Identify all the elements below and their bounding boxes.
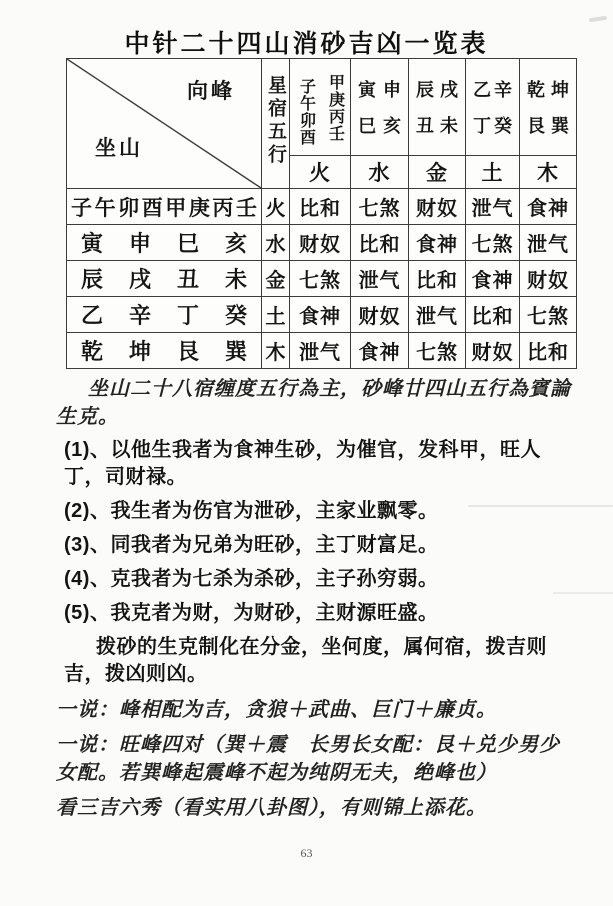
- sitting-mountain-group: 辰戌丑未: [67, 261, 262, 297]
- page-title: 中针二十四山消砂吉凶一览表: [124, 30, 489, 58]
- row-element: 土: [262, 297, 290, 333]
- note-yishuo-1: 一说：峰相配为吉，贪狼＋武曲、巨门＋廉贞。: [56, 697, 497, 721]
- peak-group-text: 丑未: [416, 116, 458, 136]
- sitting-mountain-group: 子午卯酉甲庚丙壬: [67, 189, 262, 225]
- relation-cell: 七煞: [466, 225, 520, 261]
- relation-cell: 七煞: [409, 333, 466, 369]
- peak-element-header: 水: [351, 156, 409, 189]
- notes-section: [56, 374, 580, 828]
- peak-group-text: 乾坤: [527, 80, 569, 100]
- relation-cell: 泄气: [520, 225, 577, 261]
- peak-column-header: [409, 59, 466, 156]
- relation-cell: 食神: [351, 333, 409, 369]
- note-yishuo-2: 一说：旺峰四对（巽＋震 长男长女配：艮＋兑少男少女配。若巽峰起震峰不起为纯阴无夫，绝峰也）: [56, 732, 560, 784]
- peak-group-text: 辰戌: [416, 80, 458, 100]
- relation-cell: 七煞: [520, 297, 577, 333]
- sand-evaluation-table: [66, 58, 577, 369]
- scan-artifact: [589, 16, 607, 22]
- scan-artifact: [468, 505, 613, 507]
- peak-group-text: 子午卯酉: [297, 77, 315, 146]
- relation-cell: 食神: [409, 225, 466, 261]
- note-sanji-liuxiu: 看三吉六秀（看实用八卦图），有则锦上添花。: [56, 795, 487, 819]
- relation-cell: 泄气: [466, 189, 520, 225]
- relation-cell: 七煞: [351, 189, 409, 225]
- relation-cell: 财奴: [290, 225, 351, 261]
- peak-group-text: 乙辛: [473, 80, 512, 100]
- table-row: [67, 225, 577, 261]
- relation-cell: 比和: [409, 261, 466, 297]
- sitting-mountain-label: 坐山: [95, 137, 143, 160]
- star-header-text: 星宿五行: [265, 75, 286, 167]
- note-item-5: (5)、我克者为财，为财砂，主财源旺盛。: [64, 602, 439, 624]
- note-item-2: (2)、我生者为伤官为泄砂，主家业飘零。: [64, 500, 439, 522]
- note-item-4: (4)、克我者为七杀为杀砂，主子孙穷弱。: [64, 568, 439, 590]
- row-element: 金: [262, 261, 290, 297]
- peak-column-header: [520, 59, 577, 156]
- row-element: 木: [262, 333, 290, 369]
- peak-element-header: 土: [466, 156, 520, 189]
- peak-column-header: [351, 59, 409, 156]
- peak-element-header: 木: [520, 156, 577, 189]
- peak-group-text: 艮巽: [527, 116, 569, 136]
- sitting-mountain-group: 乾坤艮巽: [67, 333, 262, 369]
- facing-peak-label: 向峰: [187, 80, 235, 103]
- relation-cell: 泄气: [290, 333, 351, 369]
- sitting-mountain-group: 乙辛丁癸: [67, 297, 262, 333]
- peak-column-header: [466, 59, 520, 156]
- note-bosha: 拨砂的生克制化在分金，坐何度，属何宿，拨吉则吉，拨凶则凶。: [64, 636, 547, 685]
- relation-cell: 财奴: [520, 261, 577, 297]
- relation-cell: 食神: [466, 261, 520, 297]
- relation-cell: 七煞: [290, 261, 351, 297]
- relation-cell: 财奴: [351, 297, 409, 333]
- peak-element-header: 火: [290, 156, 351, 189]
- row-element: 火: [262, 189, 290, 225]
- relation-cell: 食神: [290, 297, 351, 333]
- page-number: 63: [300, 846, 313, 860]
- relation-cell: 财奴: [409, 189, 466, 225]
- corner-header-cell: [67, 59, 262, 189]
- note-item-1: (1)、以他生我者为食神生砂，为催官，发科甲，旺人丁，司财禄。: [64, 439, 541, 488]
- relation-cell: 比和: [466, 297, 520, 333]
- peak-element-header: 金: [409, 156, 466, 189]
- relation-cell: 比和: [290, 189, 351, 225]
- table-row: [67, 297, 577, 333]
- table-row: [67, 261, 577, 297]
- relation-cell: 财奴: [466, 333, 520, 369]
- star-five-elements-header: [262, 59, 290, 189]
- table-row: [67, 189, 577, 225]
- peak-column-header: [290, 59, 351, 156]
- peak-group-text: 寅申: [358, 80, 401, 100]
- table-row: [67, 333, 577, 369]
- peak-group-text: 巳亥: [358, 116, 401, 136]
- peak-group-text: 甲庚丙壬: [326, 73, 344, 142]
- relation-cell: 食神: [520, 189, 577, 225]
- sitting-mountain-group: 寅申巳亥: [67, 225, 262, 261]
- relation-cell: 比和: [351, 225, 409, 261]
- note-intro: 坐山二十八宿缠度五行為主，砂峰廿四山五行為賓論生克。: [56, 376, 571, 428]
- scan-artifact: [553, 592, 613, 594]
- row-element: 水: [262, 225, 290, 261]
- relation-cell: 比和: [520, 333, 577, 369]
- relation-cell: 泄气: [409, 297, 466, 333]
- relation-cell: 泄气: [351, 261, 409, 297]
- peak-group-text: 丁癸: [473, 116, 512, 136]
- note-item-3: (3)、同我者为兄弟为旺砂，主丁财富足。: [64, 534, 439, 556]
